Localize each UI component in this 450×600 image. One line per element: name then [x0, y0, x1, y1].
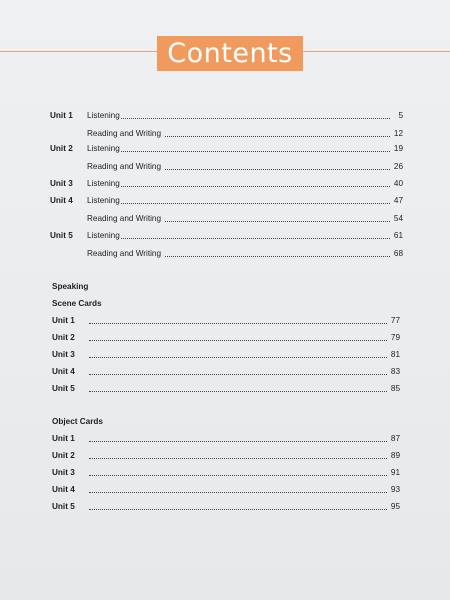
toc-row	[0, 367, 450, 377]
page-number: 68	[393, 249, 403, 258]
dot-leader	[89, 357, 387, 358]
section-label: Reading and Writing	[87, 249, 162, 258]
toc-row	[0, 179, 450, 189]
page-number: 26	[393, 162, 403, 171]
dot-leader	[89, 458, 387, 459]
toc-row	[0, 316, 450, 326]
page-number: 95	[390, 502, 400, 511]
page-number: 5	[398, 111, 403, 120]
unit-label: Unit 3	[52, 350, 75, 359]
toc-row	[0, 384, 450, 394]
page-number: 83	[390, 367, 400, 376]
dot-leader	[89, 374, 387, 375]
toc-row	[0, 196, 450, 206]
section-label: Listening	[87, 231, 120, 240]
page-number: 79	[390, 333, 400, 342]
page-title: Contents	[157, 36, 303, 71]
toc-row	[0, 502, 450, 512]
toc-row	[0, 350, 450, 360]
section-label: Reading and Writing	[87, 162, 162, 171]
unit-label: Unit 2	[52, 333, 75, 342]
section-label: Listening	[87, 179, 120, 188]
toc-row	[0, 231, 450, 241]
page-number: 12	[393, 129, 403, 138]
speaking-heading: Speaking	[52, 282, 89, 291]
section-label: Listening	[87, 111, 120, 120]
unit-label: Unit 1	[52, 316, 75, 325]
dot-leader	[121, 151, 390, 152]
toc-row	[0, 451, 450, 461]
unit-label: Unit 4	[52, 485, 75, 494]
page-number: 77	[390, 316, 400, 325]
page-number: 40	[393, 179, 403, 188]
dot-leader	[89, 492, 387, 493]
dot-leader	[89, 391, 387, 392]
dot-leader	[89, 475, 387, 476]
dot-leader	[89, 340, 387, 341]
unit-label: Unit 5	[52, 384, 75, 393]
unit-label: Unit 4	[50, 196, 73, 205]
toc-row	[0, 214, 450, 224]
page-number: 54	[393, 214, 403, 223]
page-number: 81	[390, 350, 400, 359]
section-label: Listening	[87, 196, 120, 205]
page-number: 93	[390, 485, 400, 494]
unit-label: Unit 3	[50, 179, 73, 188]
toc-row	[0, 434, 450, 444]
toc-row	[0, 144, 450, 154]
unit-label: Unit 2	[52, 451, 75, 460]
toc-row	[0, 468, 450, 478]
dot-leader	[165, 221, 390, 222]
page-number: 19	[393, 144, 403, 153]
dot-leader	[121, 186, 390, 187]
unit-label: Unit 1	[52, 434, 75, 443]
dot-leader	[165, 256, 390, 257]
dot-leader	[165, 169, 390, 170]
page-number: 91	[390, 468, 400, 477]
dot-leader	[165, 136, 390, 137]
toc-row	[0, 249, 450, 259]
page-number: 87	[390, 434, 400, 443]
toc-row	[0, 111, 450, 121]
page-number: 61	[393, 231, 403, 240]
page-number: 85	[390, 384, 400, 393]
dot-leader	[89, 509, 387, 510]
unit-label: Unit 4	[52, 367, 75, 376]
dot-leader	[121, 238, 390, 239]
object-cards-heading: Object Cards	[52, 417, 103, 426]
page-number: 89	[390, 451, 400, 460]
dot-leader	[89, 441, 387, 442]
scene-cards-heading: Scene Cards	[52, 299, 102, 308]
dot-leader	[89, 323, 387, 324]
dot-leader	[121, 118, 390, 119]
dot-leader	[121, 203, 390, 204]
unit-label: Unit 1	[50, 111, 73, 120]
unit-label: Unit 3	[52, 468, 75, 477]
toc-row	[0, 129, 450, 139]
toc-row	[0, 485, 450, 495]
toc-row	[0, 162, 450, 172]
unit-label: Unit 5	[52, 502, 75, 511]
toc-row	[0, 333, 450, 343]
section-label: Listening	[87, 144, 120, 153]
unit-label: Unit 5	[50, 231, 73, 240]
unit-label: Unit 2	[50, 144, 73, 153]
section-label: Reading and Writing	[87, 214, 162, 223]
page-number: 47	[393, 196, 403, 205]
section-label: Reading and Writing	[87, 129, 162, 138]
